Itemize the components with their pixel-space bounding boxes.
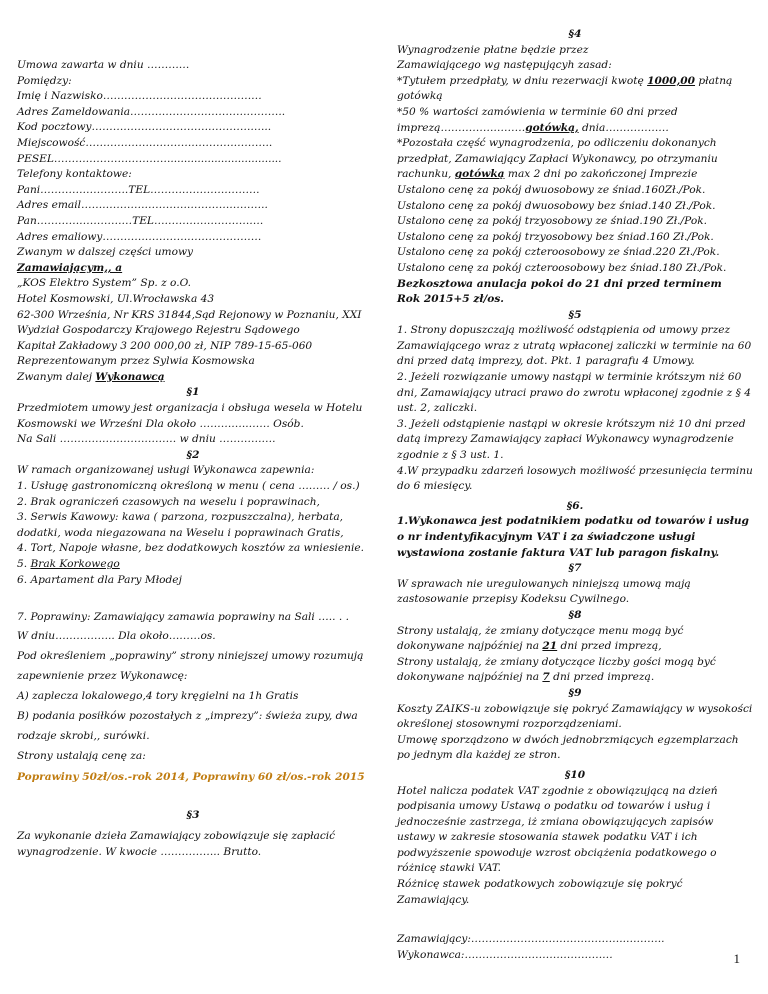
page-number: 1 <box>733 951 740 966</box>
poprawiny-text: Strony ustalają cenę za: <box>17 749 146 762</box>
section-2-item6: 6. Apartament dla Pary Młodej <box>17 573 182 586</box>
intro-line: Pomiędzy: <box>17 74 72 87</box>
company-line: „KOS Elektro System” Sp. z o.O. <box>17 277 192 290</box>
section-7-text: W sprawach nie uregulowanych niniejszą umową mają zastosowanie przepisy Kodeksu Cywilnego. <box>397 577 691 606</box>
signature-line: Zamawiający:……………………………………..……….. <box>397 933 665 946</box>
rest-text: max 2 dni po zakończonej Imprezie <box>504 168 698 181</box>
fifty-cash: gotówką, <box>525 121 579 134</box>
intro-line: Imię i Nazwisko……………………………………… <box>17 90 262 103</box>
s8-days: 21 <box>542 640 558 653</box>
company-line: Reprezentowanym przez Sylwia Kosmowska <box>17 355 255 368</box>
intro-line: Adres emaliowy……………………………………… <box>17 230 262 243</box>
deposit-text: płatną gotówką <box>397 74 733 103</box>
room-price: Ustalono cenę za pokój czteroosobowy bez śniad.180 Zł./Pok. <box>397 261 727 274</box>
section-8-menu <box>397 624 753 655</box>
section-2-text: 2. Brak ograniczeń czasowych na weselu i poprawinach, <box>17 495 320 508</box>
section-8-guests <box>397 655 753 686</box>
intro-line: Kod pocztowy…………………………………………... <box>17 121 272 134</box>
section-4-title: §4 <box>568 28 582 40</box>
section-4-deposit <box>397 74 753 105</box>
cancellation-note: Rok 2015+5 zł/os. <box>397 293 504 306</box>
section-9-title: §9 <box>568 686 582 699</box>
section-2-text: 3. Serwis Kawowy: kawa ( parzona, rozpuszczalna), herbata, dodatki, woda niegazowana na Weselu i poprawinach Gratis, <box>17 511 344 539</box>
poprawiny-text: Pod określeniem „poprawiny” strony niniejszej umowy rozumują zapewnienie przez Wykonawcę: <box>17 649 364 682</box>
left-column <box>17 0 369 861</box>
company-line: Kapitał Zakładowy 3 200 000,00 zł, NIP 789-15-65-060 <box>17 339 313 352</box>
wykonawca-line <box>17 370 369 386</box>
rest-text: *Pozostała część wynagrodzenia, po odliczeniu dokonanych przedpłat, Zamawiający Zapłaci Wykonawcy, po otrzymaniu rachunku, <box>397 137 718 181</box>
intro-line: PESEL……………………………................................. <box>17 152 282 165</box>
s8-text: Strony ustalają, że zmiany dotyczące menu mogą być dokonywane najpóźniej na <box>397 624 684 653</box>
intro-line: Pan………………………TEL…………………………. <box>17 214 264 227</box>
s8-text: dni przed imprezą. <box>549 671 655 684</box>
section-9-text: Umowę sporządzono w dwóch jednobrzmiących egzemplarzach po jednym dla każdej ze stron. <box>397 733 739 762</box>
fifty-text: *50 % wartości zamówienia w terminie 60 dni przed imprezą…………………… <box>397 105 678 134</box>
rest-cash: gotówką <box>454 168 505 181</box>
section-4-rest <box>397 136 753 183</box>
wykonawca-prefix: Zwanym dalej <box>17 370 96 383</box>
room-price: Ustalono cenę za pokój czteroosobowy ze śniad.220 Zł./Pok. <box>397 246 720 259</box>
section-1-text: Przedmiotem umowy jest organizacja i obsługa wesela w Hotelu Kosmowski we Wrześni Dla około …………..…… Osób. <box>17 402 363 430</box>
s8-text: dni przed imprezą, <box>557 640 662 653</box>
section-5-text: 3. Jeżeli odstąpienie nastąpi w okresie krótszym niż 10 dni przed datą imprezy Zamawiający zapłaci Wykonawcy wynagrodzenie zgodnie z § 3 ust. 1. <box>397 417 746 462</box>
item5-text: Brak Korkowego <box>30 558 120 570</box>
room-price: Ustalono cenę za pokój dwuosobowy bez śniad.140 Zł./Pok. <box>397 199 716 212</box>
intro-line: Miejscowość…………………………………………….. <box>17 136 273 149</box>
right-column <box>397 0 753 963</box>
section-1-text: Na Sali …………………………… w dniu ……………. <box>17 433 276 446</box>
poprawiny-price: Poprawiny 50zł/os.-rok 2014, Poprawiny 60 zł/os.-rok 2015 <box>17 770 365 783</box>
deposit-amount: 1000,00 <box>647 74 696 87</box>
intro-line: Telefony kontaktowe: <box>17 168 132 181</box>
s8-text: Strony ustalają, że zmiany dotyczące liczby gości mogą być dokonywane najpóźniej na <box>397 655 716 684</box>
section-5-text: 1. Strony dopuszczają możliwość odstąpienia od umowy przez Zamawiającego wraz z utratą wpłaconej zaliczki w terminie na 60 dni przed datą imprezy, dot. Pkt. 1 paragrafu 4 Umowy. <box>397 324 752 368</box>
intro-line: Adres email…………………………………………….. <box>17 199 268 212</box>
company-line: Hotel Kosmowski, Ul.Wrocławska 43 <box>17 292 215 305</box>
section-2-text: 1. Usługę gastronomiczną określoną w menu ( cena ……… / os.) <box>17 480 360 493</box>
company-line: 62-300 Września, Nr KRS 31844,Sąd Rejonowy w Poznaniu, XXI Wydział Gospodarczy Krajowego Rejestru Sądowego <box>17 308 362 337</box>
section-5-text: 4.W przypadku zdarzeń losowych możliwość przesunięcia terminu do 6 miesięcy. <box>397 464 753 493</box>
s8-days: 7 <box>542 671 550 684</box>
section-2-text: W ramach organizowanej usługi Wykonawca zapewnia: <box>17 464 315 477</box>
section-4-text: Wynagrodzenie płatne będzie przez <box>397 43 589 56</box>
room-price: Ustalono cenę za pokój trzyosobowy ze śniad.190 Zł./Pok. <box>397 215 707 228</box>
section-10-text: Hotel nalicza podatek VAT zgodnie z obowiązującą na dzień podpisania umowy Ustawą o podatku od towarów i usług i jednocześnie zastrzega, iż zmiana obowiązujących zapisów ustawy w zakresie stosowania stawek podatku VAT i ich podwyższenie spowoduje wzrost obciążenia podatkowego o różnicę stawki VAT. <box>397 784 718 875</box>
section-1-title: §1 <box>186 386 200 399</box>
wykonawca-label: Wykonawcą <box>95 370 165 383</box>
deposit-text: *Tytułem przedpłaty, w dniu rezerwacji kwotę <box>397 74 648 87</box>
section-6-text: 1.Wykonawca jest podatnikiem podatku od towarów i usług o nr indentyfikacyjnym VAT i za świadczone usługi wystawiona zostanie faktura VAT lub paragon fiskalny. <box>397 515 749 559</box>
section-10-text: Różnicę stawek podatkowych zobowiązuje się pokryć Zamawiający. <box>397 878 683 906</box>
poprawiny-text: W dniu…………….. Dla około………os. <box>17 629 216 642</box>
room-price: Ustalono cenę za pokój dwuosobowy ze śniad.160Zł./Pok. <box>397 183 706 196</box>
section-7-title: §7 <box>568 562 582 575</box>
item5-prefix: 5. <box>17 558 31 570</box>
section-8-title: §8 <box>568 608 582 621</box>
section-4-text: Zamawiającego wg następującyh zasad: <box>397 59 612 72</box>
fifty-text: dnia……………… <box>578 121 669 134</box>
poprawiny-text: A) zaplecza lokalowego,4 tory kręgielni na 1h Gratis <box>17 689 299 702</box>
signature-line: Wykonawca:…………………………………… <box>397 948 613 961</box>
intro-line: Umowa zawarta w dniu ………… <box>17 59 190 71</box>
section-2-title: §2 <box>186 448 200 461</box>
section-4-fifty <box>397 105 753 136</box>
section-9-text: Koszty ZAIKS-u zobowiązuje się pokryć Zamawiający w wysokości określonej stosownymi rozporządzeniami. <box>397 702 753 731</box>
section-5-title: §5 <box>568 308 582 321</box>
section-6-title: §6. <box>566 499 584 512</box>
section-3-text: Za wykonanie dzieła Zamawiający zobowiązuje się zapłacić wynagrodzenie. W kwocie …………….. Brutto. <box>17 830 336 858</box>
intro-line: Adres Zameldowania…………………………………….. <box>17 105 286 118</box>
section-10-title: §10 <box>564 768 586 781</box>
cancellation-note: Bezkosztowa anulacja pokoi do 21 dni przed terminem <box>397 277 722 290</box>
section-5-text: 2. Jeżeli rozwiązanie umowy nastąpi w terminie krótszym niż 60 dni, Zamawiający utraci prawo do zwrotu wpłaconej zgodnie z § 4 ust. 2, zaliczki. <box>397 371 751 415</box>
room-price: Ustalono cenę za pokój trzyosobowy bez śniad.160 Zł./Pok. <box>397 230 714 243</box>
section-2-text: 4. Tort, Napoje własne, bez dodatkowych kosztów za wniesienie. <box>17 542 365 555</box>
zamawiajacym-label: Zamawiającym,, a <box>17 261 123 274</box>
section-3-title: §3 <box>186 808 200 821</box>
intro-line: Zwanym w dalszej części umowy <box>17 246 194 259</box>
intro-line: Pani…………………….TEL…………………………. <box>17 183 260 196</box>
section-2-item5 <box>17 557 369 573</box>
poprawiny-text: B) podania posiłków pozostałych z „imprezy”: świeża zupy, dwa rodzaje skrobi,, surówki. <box>17 709 358 742</box>
poprawiny-text: 7. Poprawiny: Zamawiający zamawia poprawiny na Sali ….. . . <box>17 611 349 624</box>
